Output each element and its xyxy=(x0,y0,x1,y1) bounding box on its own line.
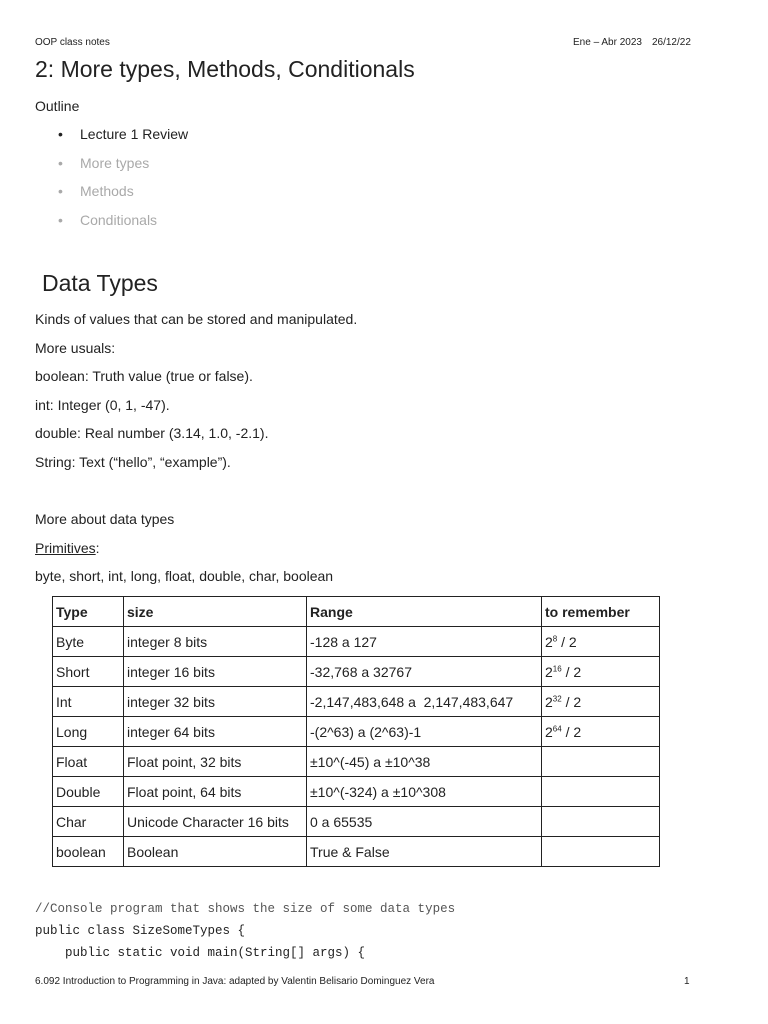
section-heading: Data Types xyxy=(42,270,158,296)
cell-range: -32,768 a 32767 xyxy=(307,657,542,687)
header-date: 26/12/22 xyxy=(651,37,691,48)
cell-range: ±10^(-324) a ±10^308 xyxy=(307,777,542,807)
cell-size: Float point, 64 bits xyxy=(124,777,307,807)
cell-remember: $2^{64} / 2$ xyxy=(542,717,660,747)
cell-range: -128 a 127 xyxy=(307,627,542,657)
header-meta xyxy=(573,37,701,48)
code-comment: //Console program that shows the size of some data types xyxy=(35,902,456,916)
cell-remember xyxy=(542,837,660,867)
outline-item: • More types xyxy=(58,155,188,184)
cell-remember: $2^{16} / 2$ xyxy=(542,657,660,687)
page-number: 1 xyxy=(684,976,690,987)
paragraph: Kinds of values that can be stored and manipulated. xyxy=(35,311,358,327)
cell-size: integer 64 bits xyxy=(124,717,307,747)
data-types-table xyxy=(52,596,660,867)
outline-item: • Conditionals xyxy=(58,212,188,241)
outline-item: • Methods xyxy=(58,183,188,212)
cell-size: integer 32 bits xyxy=(124,687,307,717)
table-row xyxy=(53,717,660,747)
cell-remember xyxy=(542,747,660,777)
header-size: size xyxy=(124,597,307,627)
cell-type: boolean xyxy=(53,837,124,867)
cell-type: Char xyxy=(53,807,124,837)
table-row xyxy=(53,687,660,717)
primitives-label xyxy=(35,540,100,556)
cell-size: integer 8 bits xyxy=(124,627,307,657)
cell-size: integer 16 bits xyxy=(124,657,307,687)
cell-range: 0 a 65535 xyxy=(307,807,542,837)
paragraph: String: Text (“hello”, “example”). xyxy=(35,454,231,470)
more-about-label: More about data types xyxy=(35,511,175,527)
cell-range: -2,147,483,648 a 2,147,483,647 xyxy=(307,687,542,717)
cell-range: -(2^63) a (2^63)-1 xyxy=(307,717,542,747)
table-row xyxy=(53,837,660,867)
footer-credit: 6.092 Introduction to Programming in Java: adapted by Valentin Belisario Dominguez Vera xyxy=(35,976,435,987)
table-row xyxy=(53,657,660,687)
cell-remember: $2^8 / 2$ xyxy=(542,627,660,657)
table-row xyxy=(53,807,660,837)
paragraph: int: Integer (0, 1, -47). xyxy=(35,397,170,413)
outline-label: Outline xyxy=(35,98,80,114)
header-to-remember: to remember xyxy=(542,597,660,627)
table-row xyxy=(53,747,660,777)
cell-size: Boolean xyxy=(124,837,307,867)
paragraph: More usuals: xyxy=(35,340,116,356)
cell-remember: $2^{32} / 2$ xyxy=(542,687,660,717)
code-line: public static void main(String[] args) { xyxy=(35,946,366,960)
cell-type: Long xyxy=(53,717,124,747)
primitives-colon: : xyxy=(95,540,100,556)
cell-remember xyxy=(542,807,660,837)
table-header-row xyxy=(53,597,660,627)
code-line: public class SizeSomeTypes { xyxy=(35,924,246,938)
header-term: Ene – Abr 2023 xyxy=(573,37,642,48)
cell-size: Unicode Character 16 bits xyxy=(124,807,307,837)
header-range: Range xyxy=(307,597,542,627)
outline-list xyxy=(58,126,188,240)
cell-range: True & False xyxy=(307,837,542,867)
page-title: 2: More types, Methods, Conditionals xyxy=(35,56,415,82)
primitives-list: byte, short, int, long, float, double, char, boolean xyxy=(35,568,334,584)
paragraph: double: Real number (3.14, 1.0, -2.1). xyxy=(35,425,269,441)
cell-type: Short xyxy=(53,657,124,687)
paragraph: boolean: Truth value (true or false). xyxy=(35,368,253,384)
header-course: OOP class notes xyxy=(35,37,110,48)
primitives-link: Primitives xyxy=(35,540,96,556)
cell-type: Byte xyxy=(53,627,124,657)
header-type: Type xyxy=(53,597,124,627)
table-row xyxy=(53,777,660,807)
cell-range: ±10^(-45) a ±10^38 xyxy=(307,747,542,777)
cell-type: Float xyxy=(53,747,124,777)
cell-type: Int xyxy=(53,687,124,717)
outline-item: • Lecture 1 Review xyxy=(58,126,188,155)
table-row xyxy=(53,627,660,657)
cell-size: Float point, 32 bits xyxy=(124,747,307,777)
cell-remember xyxy=(542,777,660,807)
cell-type: Double xyxy=(53,777,124,807)
